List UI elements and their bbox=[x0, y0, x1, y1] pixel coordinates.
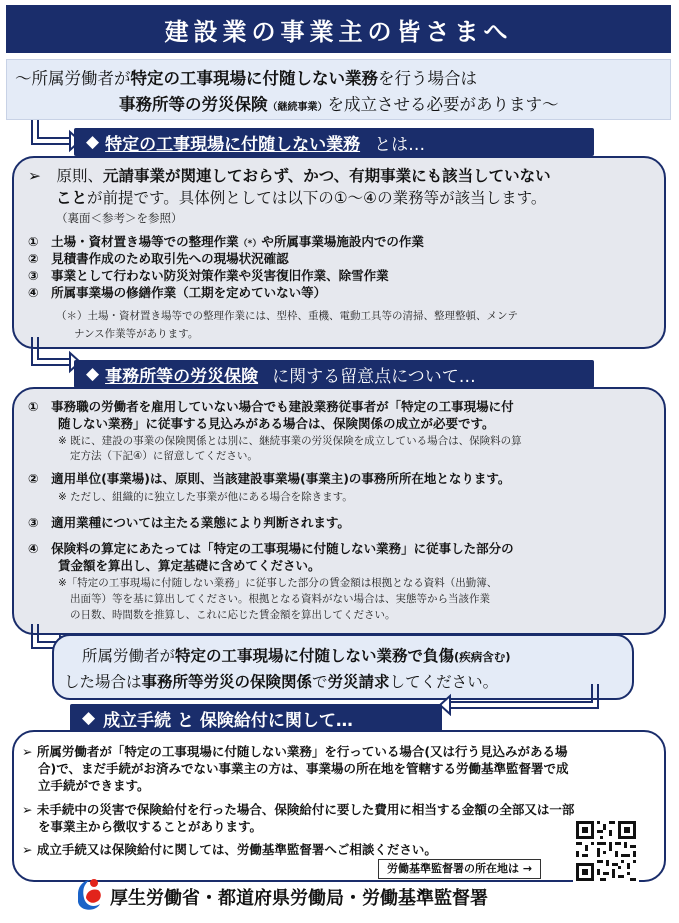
injury-line-1: 所属労働者が特定の工事現場に付随しない業務で負傷(疾病含む) bbox=[82, 647, 511, 665]
section2-p4-note1: ※「特定の工事現場に付随しない業務」に従事した部分の賃金額は根拠となる資料（出勤簿、 bbox=[58, 577, 498, 589]
section1-note-line1: （＊）土場・資材置き場等での整理作業には、型枠、重機、電動工具等の清掃、整理整頓、メンテ bbox=[56, 310, 518, 322]
section1-p1-line1: ➢ 原則、元請事業が関連しておらず、かつ、有期事業にも該当していない bbox=[28, 167, 551, 185]
intro-banner bbox=[6, 59, 671, 120]
section1-item-1: ① 土場・資材置き場等での整理作業（*）や所属事業場施設内での作業 bbox=[28, 234, 424, 249]
section1-p1-line2: ことが前提です。具体例としては以下の①〜④の業務等が該当します。 bbox=[56, 189, 547, 207]
section2-p3-line1: ③ 適用業種については主たる業態により判断されます。 bbox=[28, 515, 350, 530]
section3-b1-line1: ➢ 所属労働者が「特定の工事現場に付随しない業務」を行っている場合(又は行う見込みがある場 bbox=[22, 744, 568, 759]
section1-note-line2: ナンス作業等があります。 bbox=[74, 328, 199, 340]
section3-panel bbox=[12, 730, 666, 882]
section2-p4-line2: 賃金額を算出し、算定基礎に含めてください。 bbox=[58, 558, 321, 573]
section2-p1-line2: 随しない業務」に従事する見込みがある場合は、保険関係の成立が必要です。 bbox=[58, 416, 495, 431]
section2-header: ◆ 事務所等の労災保険 に関する留意点について… bbox=[74, 360, 594, 388]
section2-p2-note1: ※ ただし、組織的に独立した事業が他にある場合を除きます。 bbox=[58, 491, 353, 503]
section2-p4-note2: 出面等）等を基に算出してください。根拠となる資料がない場合は、実態等から当該作業 bbox=[70, 593, 490, 605]
injury-line-2: した場合は事務所等労災の保険関係で労災請求してください。 bbox=[64, 673, 499, 691]
section2-p1-line1: ① 事務職の労働者を雇用していない場合でも建設業務従事者が「特定の工事現場に付 bbox=[28, 399, 514, 414]
section2-p4-note3: の日数、時間数を推算し、これに応じた賃金額を算出してください。 bbox=[70, 609, 396, 621]
qr-code[interactable] bbox=[573, 818, 639, 884]
footer-issuer: 厚生労働省・都道府県労働局・労働基準監督署 bbox=[110, 888, 488, 909]
section1-p1-line3: （裏面＜参考＞を参照） bbox=[56, 211, 183, 225]
section3-b2-line1: ➢ 未手続中の災害で保険給付を行った場合、保険給付に要した費用に相当する金額の全部又は一部 bbox=[22, 802, 575, 817]
section2-p2-line1: ② 適用単位(事業場)は、原則、当該建設事業場(事業主)の事務所所在地となります。 bbox=[28, 471, 511, 486]
section3-b2-line2: を事業主から徴収することがあります。 bbox=[38, 819, 263, 834]
connector-arrow-4 bbox=[430, 684, 610, 716]
intro-line-1: 〜所属労働者が特定の工事現場に付随しない業務を行う場合は bbox=[15, 69, 477, 88]
connector-arrow-2 bbox=[20, 335, 80, 377]
section1-item-2: ② 見積書作成のため取引先への現場状況確認 bbox=[28, 251, 289, 266]
intro-line-2: 事務所等の労災保険（継続事業）を成立させる必要があります〜 bbox=[119, 95, 559, 114]
connector-arrow-1 bbox=[20, 118, 80, 154]
section2-p4-line1: ④ 保険料の算定にあたっては「特定の工事現場に付随しない業務」に従事した部分の bbox=[28, 541, 514, 556]
section2-p1-note1: ※ 既に、建設の事業の保険関係とは別に、継続事業の労災保険を成立している場合は、保険料の算 bbox=[58, 435, 522, 447]
section3-header: ◆ 成立手続 と 保険給付に関して… bbox=[70, 704, 442, 732]
section1-header: ◆ 特定の工事現場に付随しない業務 とは… bbox=[74, 128, 594, 156]
mhlw-logo-icon bbox=[72, 874, 106, 914]
section1-item-4: ④ 所属事業場の修繕作業（工期を定めていない等） bbox=[28, 285, 327, 300]
office-location-link[interactable]: 労働基準監督署の所在地は → bbox=[378, 859, 541, 879]
section1-panel bbox=[12, 156, 666, 349]
section2-p1-note2: 定方法（下記④）に留意してください。 bbox=[70, 450, 258, 462]
section3-b3-line1: ➢ 成立手続又は保険給付に関しては、労働基準監督署へご相談ください。 bbox=[22, 842, 437, 857]
page-title: 建設業の事業主の皆さまへ bbox=[6, 5, 671, 53]
section3-b1-line2: 合)で、まだ手続がお済みでない事業主の方は、事業場の所在地を管轄する労働基準監督署で成 bbox=[38, 761, 569, 776]
section3-b1-line3: 立手続ができます。 bbox=[38, 778, 150, 793]
section1-item-3: ③ 事業として行わない防災対策作業や災害復旧作業、除雪作業 bbox=[28, 268, 389, 283]
section2-panel bbox=[12, 387, 666, 635]
